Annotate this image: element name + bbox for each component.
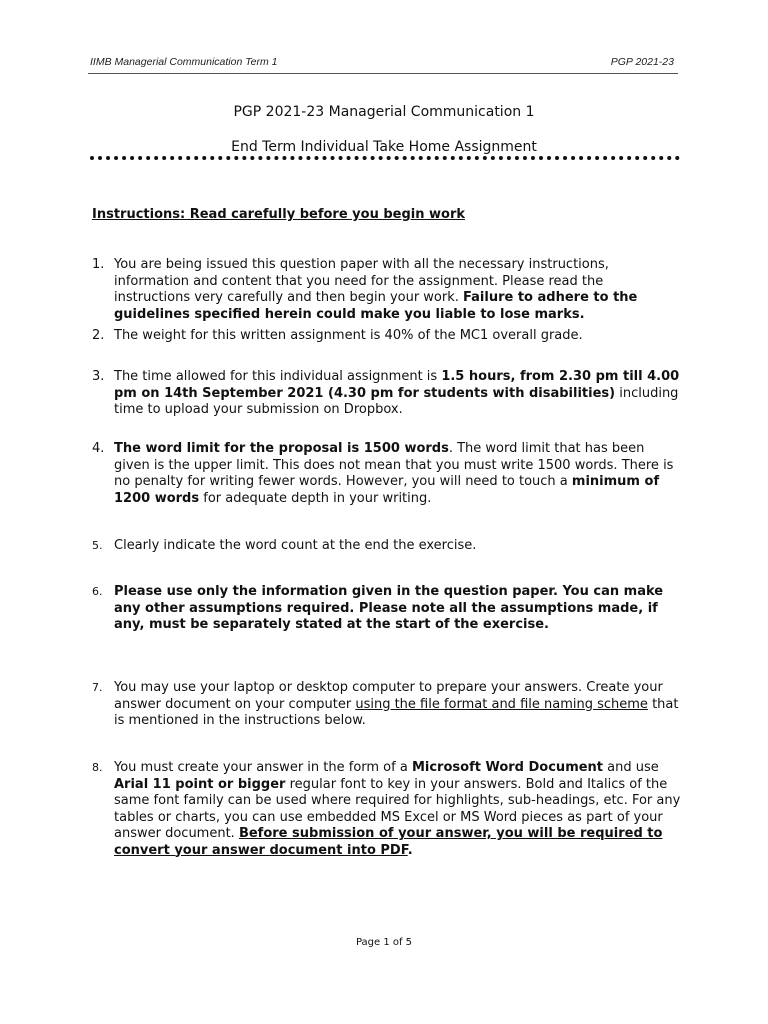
list-item: [92, 680, 682, 730]
list-item: [92, 257, 682, 323]
list-item: [92, 538, 682, 555]
item-text: You may use your laptop or desktop computer to prepare your answers. Create your answer document on your computer using the file format and file naming scheme that is mentioned in the instructions below.: [114, 680, 679, 728]
item-number: 4.: [92, 441, 105, 456]
running-header: [90, 56, 674, 68]
item-text: The time allowed for this individual assignment is 1.5 hours, from 2.30 pm till 4.00 pm on 14th September 2021 (4.30 pm for students with disabilities) including time to upload your submission on Dropbox.: [114, 369, 680, 417]
item-number: 1.: [92, 257, 105, 272]
item-text: The word limit for the proposal is 1500 words. The word limit that has been given is the upper limit. This does not mean that you must write 1500 words. There is no penalty for writing fewer words. However, you will need to touch a minimum of 1200 words for adequate depth in your writing.: [114, 441, 674, 506]
list-item: [92, 760, 682, 859]
list-item: [92, 369, 682, 419]
item-number: 8.: [92, 761, 103, 774]
document-title: PGP 2021-23 Managerial Communication 1: [233, 104, 535, 120]
running-header-right: PGP 2021-23: [610, 56, 674, 68]
item-text: The weight for this written assignment is 40% of the MC1 overall grade.: [114, 328, 583, 343]
item-number: 7.: [92, 681, 103, 694]
list-item: [92, 441, 682, 507]
document-subtitle: End Term Individual Take Home Assignment: [231, 139, 537, 155]
item-number: 6.: [92, 585, 103, 598]
item-text: You are being issued this question paper with all the necessary instructions, information and content that you need for the assignment. Please read the instructions very carefully and then begin your work. Failure to adhere to the guidelines specified herein could make you liable to lose marks.: [114, 257, 638, 322]
item-text: Please use only the information given in the question paper. You can make any other assumptions required. Please note all the assumptions made, if any, must be separately stated at the start of the exercise.: [114, 584, 664, 632]
dotted-divider: [90, 156, 680, 160]
running-header-left: IIMB Managerial Communication Term 1: [90, 56, 278, 68]
item-text: You must create your answer in the form of a Microsoft Word Document and use Arial 11 point or bigger regular font to key in your answers. Bold and Italics of the same font family can be used where required for highlights, sub-headings, etc. For any tables or charts, you can use embedded MS Excel or MS Word pieces as part of your answer document. Before submission of your answer, you will be required to convert your answer document into PDF.: [114, 760, 681, 858]
item-number: 2.: [92, 328, 105, 343]
instructions-heading: Instructions: Read carefully before you begin work: [92, 207, 466, 222]
item-text: Clearly indicate the word count at the end the exercise.: [114, 538, 477, 553]
page-footer: Page 1 of 5: [355, 937, 413, 948]
item-number: 3.: [92, 369, 105, 384]
item-number: 5.: [92, 539, 103, 552]
header-rule: [88, 73, 678, 74]
list-item: [92, 584, 682, 634]
list-item: [92, 328, 682, 345]
